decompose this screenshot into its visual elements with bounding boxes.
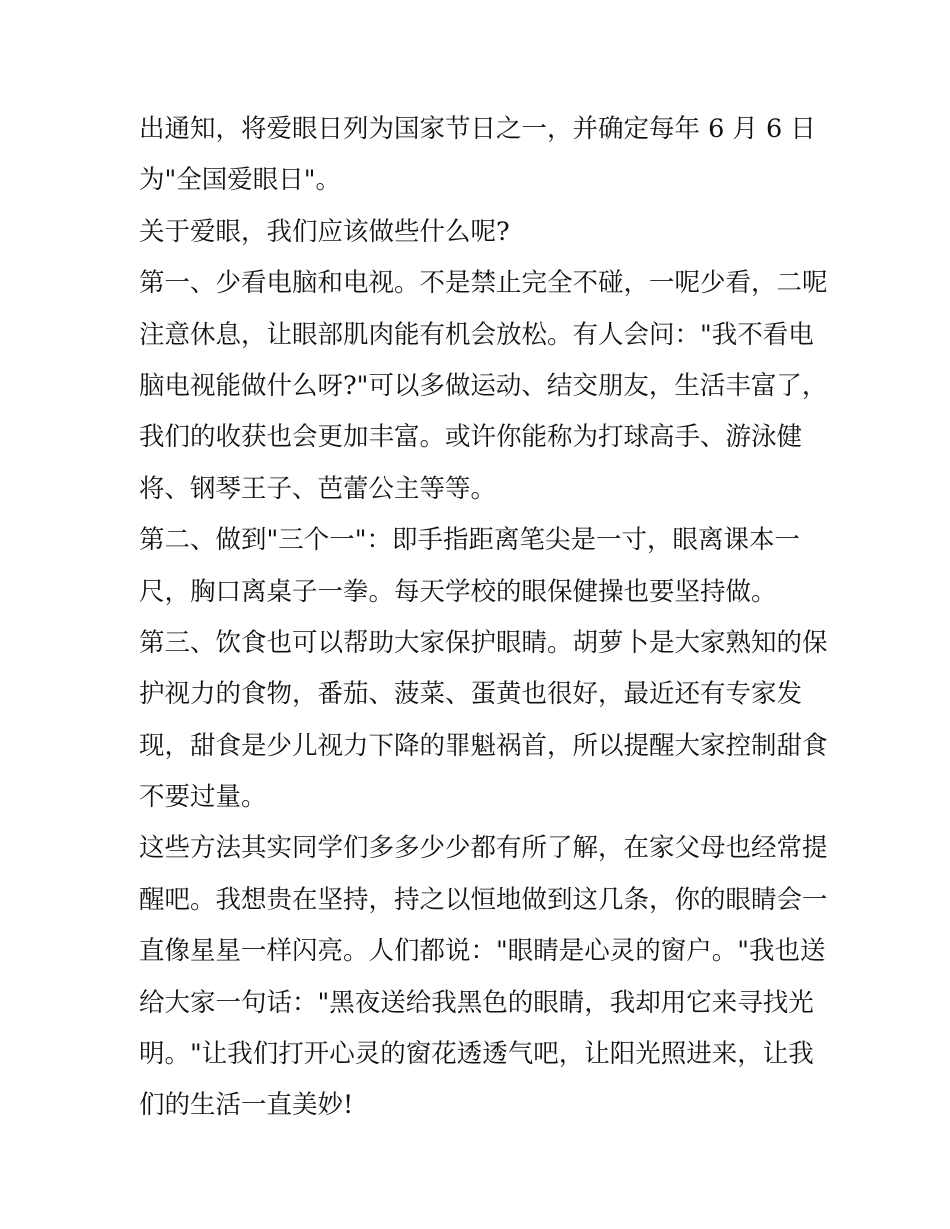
text-line: 给大家一句话："黑夜送给我黑色的眼睛，我却用它来寻找光 bbox=[139, 987, 814, 1018]
text-line: 第二、做到"三个一"：即手指距离笔尖是一寸，眼离课本一 bbox=[139, 525, 800, 556]
text-line: 尺，胸口离桌子一拳。每天学校的眼保健操也要坚持做。 bbox=[139, 576, 777, 607]
document-body bbox=[139, 104, 828, 1132]
text-line: 第三、饮食也可以帮助大家保护眼睛。胡萝卜是大家熟知的保 bbox=[139, 627, 828, 658]
text-line: 醒吧。我想贵在坚持，持之以恒地做到这几条，你的眼睛会一 bbox=[139, 884, 828, 915]
text-line: 这些方法其实同学们多多少少都有所了解，在家父母也经常提 bbox=[139, 833, 828, 864]
text-line: 明。"让我们打开心灵的窗花透透气吧，让阳光照进来，让我 bbox=[139, 1039, 814, 1070]
text-line: 直像星星一样闪亮。人们都说："眼睛是心灵的窗户。"我也送 bbox=[139, 936, 826, 967]
text-line: 关于爱眼，我们应该做些什么呢? bbox=[139, 216, 510, 247]
text-line: 们的生活一直美妙! bbox=[139, 1090, 354, 1121]
text-line: 将、钢琴王子、芭蕾公主等等。 bbox=[139, 473, 497, 504]
text-line: 注意休息，让眼部肌肉能有机会放松。有人会问："我不看电 bbox=[139, 319, 814, 350]
text-line: 不要过量。 bbox=[139, 782, 267, 813]
text-line: 出通知，将爱眼日列为国家节日之一，并确定每年 6 月 6 日 bbox=[139, 114, 816, 144]
text-line: 第一、少看电脑和电视。不是禁止完全不碰，一呢少看，二呢 bbox=[139, 268, 828, 299]
text-line: 脑电视能做什么呀?"可以多做运动、结交朋友，生活丰富了， bbox=[139, 370, 828, 401]
text-line: 护视力的食物，番茄、菠菜、蛋黄也很好，最近还有专家发 bbox=[139, 679, 803, 710]
text-line: 我们的收获也会更加丰富。或许你能称为打球高手、游泳健 bbox=[139, 422, 803, 453]
text-line: 为"全国爱眼日"。 bbox=[139, 165, 341, 196]
text-line: 现，甜食是少儿视力下降的罪魁祸首，所以提醒大家控制甜食 bbox=[139, 730, 828, 761]
